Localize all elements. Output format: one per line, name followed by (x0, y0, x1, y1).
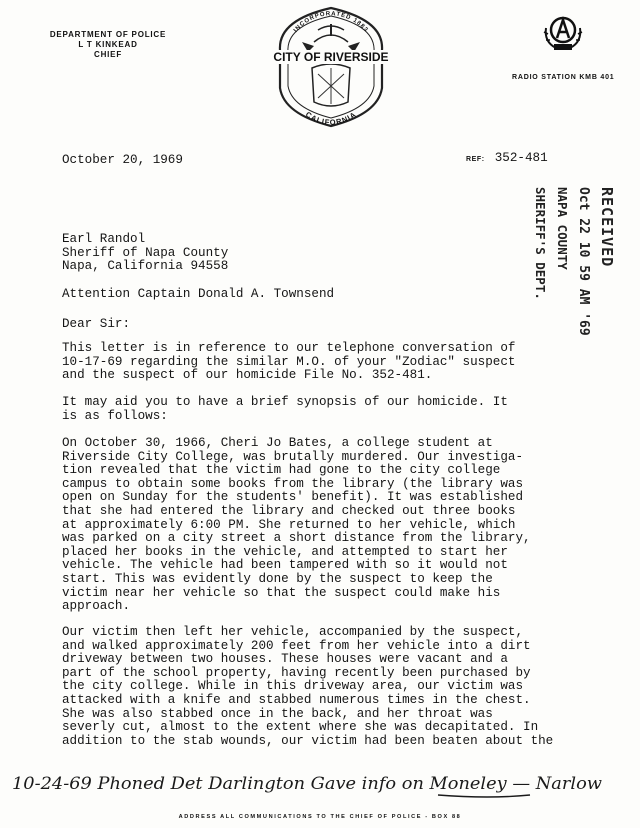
text-line: part of the school property, having recently been purchased by (62, 665, 531, 680)
letter-date: October 20, 1969 (62, 153, 183, 167)
reference-number: 352-481 (494, 151, 548, 165)
text-line: addition to the stab wounds, our victim had been beaten about the (62, 733, 554, 748)
department-line: DEPARTMENT OF POLICE (49, 30, 167, 39)
text-line: open on Sunday for the students' benefit). It was established (62, 490, 524, 505)
text-line: campus to obtain some books from the library (the library was (62, 476, 524, 491)
text-line: that she had entered the library and checked out three books (62, 503, 516, 518)
text-line: and the suspect of our homicide File No. 352-481. (62, 368, 433, 383)
recipient-address (62, 233, 228, 274)
attention-line: Attention Captain Donald A. Townsend (62, 287, 335, 301)
text-line: attacked with a knife and stabbed numerous times in the chest. (62, 692, 531, 707)
chief-title: CHIEF (94, 50, 122, 59)
text-line: tion revealed that the victim had gone to the city college (62, 463, 501, 478)
paragraph-4 (62, 626, 553, 748)
handwritten-note (10, 765, 630, 805)
radio-station-label: RADIO STATION KMB 401 (512, 74, 615, 81)
handwritten-note-text: 10-24-69 Phoned Det Darlington Gave info on Moneley — Narlow (12, 774, 603, 794)
stamp-received: RECEIVED (598, 187, 616, 268)
department-block (38, 30, 178, 60)
text-line: Our victim then left her vehicle, accompanied by the suspect, (62, 625, 524, 639)
paragraph-1 (62, 342, 515, 383)
text-line: victim near her vehicle so that the suspect could make his (62, 585, 501, 600)
text-line: at approximately 6:00 PM. She returned to her vehicle, which (62, 517, 516, 532)
reference (466, 151, 548, 165)
text-line: This letter is in reference to our telephone conversation of (62, 341, 516, 355)
paragraph-3 (62, 437, 531, 614)
recipient-city: Napa, California 94558 (62, 259, 229, 273)
text-line: driveway between two houses. These houses were vacant and a (62, 652, 508, 667)
recipient-title: Sheriff of Napa County (62, 245, 229, 260)
text-line: and walked approximately 200 feet from her vehicle into a dirt (62, 638, 531, 653)
seal-city-text: CITY OF RIVERSIDE (273, 50, 389, 64)
text-line: was parked on a city street a short distance from the library, (62, 531, 531, 546)
text-line: 10-17-69 regarding the similar M.O. of your "Zodiac" suspect (62, 354, 516, 369)
stamp-county: NAPA COUNTY (555, 187, 570, 270)
city-seal-icon (258, 2, 404, 130)
salutation: Dear Sir: (62, 317, 131, 331)
paragraph-2 (62, 396, 508, 423)
radio-station-logo-icon (540, 8, 586, 54)
text-line: the city college. While in this driveway area, our victim was (62, 679, 524, 694)
text-line: vehicle. The vehicle had been tampered with so it would not (62, 558, 508, 573)
text-line: Riverside City College, was brutally murdered. Our investiga- (62, 449, 524, 464)
footer-address: ADDRESS ALL COMMUNICATIONS TO THE CHIEF OF POLICE - BOX 88 (178, 814, 462, 820)
svg-text:CALIFORNIA (304, 110, 358, 127)
text-line: severly cut, almost to the extent where she was decapitated. In (62, 720, 539, 735)
text-line: approach. (62, 599, 131, 614)
chief-name: L T KINKEAD (78, 40, 138, 49)
recipient-name: Earl Randol (62, 232, 146, 246)
text-line: start. This was evidently done by the suspect to keep the (62, 571, 493, 586)
text-line: She was also stabbed once in the back, and her throat was (62, 706, 493, 721)
stamp-datetime: Oct 22 10 59 AM '69 (576, 187, 591, 336)
reference-label: REF: (466, 156, 485, 163)
seal-bottom-text: CALIFORNIA (303, 109, 359, 127)
text-line: On October 30, 1966, Cheri Jo Bates, a college student at (62, 436, 493, 450)
stamp-dept: SHERIFF'S DEPT. (533, 187, 548, 300)
text-line: It may aid you to have a brief synopsis of our homicide. It (62, 395, 508, 409)
received-stamp (504, 185, 614, 335)
text-line: is as follows: (62, 408, 168, 423)
text-line: placed her books in the vehicle, and attempted to start her (62, 544, 508, 559)
seal-top-text: INCORPORATED 1883 (293, 11, 369, 34)
